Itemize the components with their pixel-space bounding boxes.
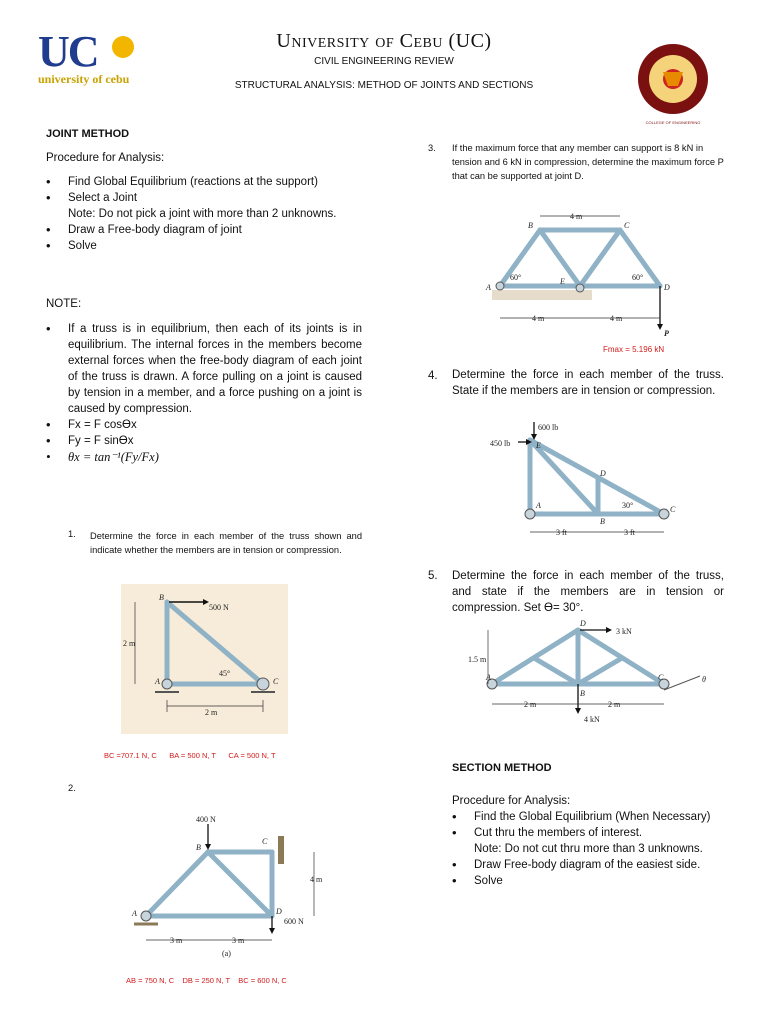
p1-text: Determine the force in each member of the truss shown and indicate whether the members are in tension or compression. <box>90 531 362 555</box>
p3-label-c: C <box>624 221 630 230</box>
college-seal <box>636 42 710 116</box>
section-procedure-label: Procedure for Analysis: <box>452 795 571 807</box>
p2-label-force-d: 600 N <box>284 917 304 926</box>
p1-label-span: 2 m <box>205 708 218 717</box>
p5-truss <box>468 620 718 730</box>
p5-label-span2: 2 m <box>608 700 621 709</box>
p5-text: Determine the force in each member of the truss, and state if the members are in tension or compression. Set ϴ= 30°. <box>452 570 724 614</box>
p2-truss <box>118 812 338 962</box>
p4-label-load-h: 450 lb <box>490 439 511 448</box>
p2-label-force-b: 400 N <box>196 815 216 824</box>
p4-number: 4. <box>428 370 438 382</box>
p4-label-e: E <box>536 441 541 450</box>
section-method-heading: SECTION METHOD <box>452 762 552 774</box>
joint-step-4: • Solve <box>46 238 362 254</box>
joint-step-2: • Select a Joint <box>46 190 362 206</box>
p1-label-b: B <box>159 593 164 602</box>
p4-label-b: B <box>600 517 605 526</box>
p2-answer: AB = 750 N, C DB = 250 N, T BC = 600 N, C <box>126 976 287 985</box>
p4-label-angle: 30° <box>622 501 634 510</box>
p3-text: If the maximum force that any member can support is 8 kN in tension and 6 kN in compression, determine the maximum force P that can be supported at joint D. <box>452 143 724 181</box>
p5-member-inner-right <box>578 658 622 684</box>
university-title: University of Cebu (UC) <box>276 30 492 52</box>
p1-label-angle: 45° <box>219 669 231 678</box>
p4-support-c <box>659 509 669 519</box>
p3-truss <box>480 206 690 346</box>
p3-load-head <box>657 324 663 330</box>
section-step-note: Note: Do not cut thru more than 3 unknowns. <box>474 843 703 855</box>
p3-label-load: P <box>664 329 669 338</box>
p1-member-bc <box>167 602 263 684</box>
p4-text: Determine the force in each member of the truss. State if the members are in tension or compression. <box>452 369 724 397</box>
p3-label-b: B <box>528 221 533 230</box>
logo-mark: UC <box>38 27 98 76</box>
p3-support-e <box>576 284 584 292</box>
p1-label-a: A <box>155 677 160 686</box>
p5-label-load-d: 3 kN <box>616 627 632 636</box>
joint-procedure-label: Procedure for Analysis: <box>46 152 165 164</box>
seal-caption: COLLEGE OF ENGINEERING <box>645 120 701 125</box>
p3-label-span1: 4 m <box>532 314 545 323</box>
section-steps-list <box>452 809 724 889</box>
note-label: NOTE: <box>46 298 82 310</box>
p1-label-height: 2 m <box>123 639 136 648</box>
review-subtitle: CIVIL ENGINEERING REVIEW <box>314 56 454 67</box>
p3-ground <box>492 290 592 300</box>
p1-truss <box>121 584 288 734</box>
p4-label-span2: 3 ft <box>624 528 635 537</box>
formula-fy: • Fy = F sinϴx <box>46 433 362 449</box>
p2-force-b-head <box>205 844 211 850</box>
logo-caption: university of cebu <box>38 72 130 86</box>
p5-label-height: 1.5 m <box>468 655 487 664</box>
p3-member-ec <box>580 230 620 286</box>
topic-title: STRUCTURAL ANALYSIS: METHOD OF JOINTS AND SECTIONS <box>234 80 534 91</box>
p5-label-span1: 2 m <box>524 700 537 709</box>
p5-member-inner-left <box>534 658 578 684</box>
p3-label-angle2: 60° <box>632 273 644 282</box>
p2-support-a <box>141 911 151 921</box>
p2-label-span2: 3 m <box>232 936 245 945</box>
section-step-3: • Draw Free-body diagram of the easiest side. <box>452 857 724 873</box>
p3-label-span2: 4 m <box>610 314 623 323</box>
p2-label-height: 4 m <box>310 875 323 884</box>
p2-label-b: B <box>196 843 201 852</box>
p2-label-span1: 3 m <box>170 936 183 945</box>
p4-truss <box>488 420 698 540</box>
p1-label-c: C <box>273 677 279 686</box>
p2-label-d: D <box>276 907 282 916</box>
p2-member-bd <box>208 852 272 916</box>
p2-force-d-head <box>269 928 275 934</box>
p1-answer: BC =707.1 N, C BA = 500 N, T CA = 500 N, T <box>104 751 276 760</box>
p3-label-top: 4 m <box>570 212 583 221</box>
p2-number: 2. <box>68 783 76 793</box>
p1-number: 1. <box>68 529 76 539</box>
p2-label-c: C <box>262 837 268 846</box>
p4-label-a: A <box>536 501 541 510</box>
p2-label-caption: (a) <box>222 949 231 958</box>
p5-label-theta: θ <box>702 675 706 684</box>
section-step-4: • Solve <box>452 873 724 889</box>
p4-support-a <box>525 509 535 519</box>
section-step-2: • Cut thru the members of interest. <box>452 825 724 841</box>
p1-support-a <box>162 679 172 689</box>
joint-method-heading: JOINT METHOD <box>46 128 130 140</box>
p3-label-d: D <box>664 283 670 292</box>
p5-label-c: C <box>658 673 664 682</box>
p3-label-e: E <box>560 277 565 286</box>
p4-label-span1: 3 ft <box>556 528 567 537</box>
p4-label-c: C <box>670 505 676 514</box>
p5-load-b-head <box>575 708 581 714</box>
joint-step-note: Note: Do not pick a joint with more than 2 unknowns. <box>68 208 337 220</box>
p3-label-angle1: 60° <box>510 273 522 282</box>
p4-label-d: D <box>600 469 606 478</box>
p2-member-ab <box>146 852 208 916</box>
p4-label-load-v: 600 lb <box>538 423 559 432</box>
p5-label-b: B <box>580 689 585 698</box>
p2-label-a: A <box>132 909 137 918</box>
p5-load-d-head <box>606 627 612 633</box>
p2-wall-c <box>278 836 284 864</box>
p5-label-load-b: 4 kN <box>584 715 600 724</box>
p3-answer: Fmax = 5.196 kN <box>603 345 665 354</box>
p3-label-a: A <box>486 283 491 292</box>
p5-label-a: A <box>486 673 491 682</box>
formula-fx: • Fx = F cosϴx <box>46 417 362 433</box>
p3-number: 3. <box>428 143 436 153</box>
joint-step-3: • Draw a Free-body diagram of joint <box>46 222 362 238</box>
p1-support-c <box>257 678 269 690</box>
section-step-1: • Find the Global Equilibrium (When Necessary) <box>452 809 724 825</box>
formula-theta: • θx = tan⁻¹(Fy/Fx) <box>46 449 362 465</box>
p1-label-force: 500 N <box>209 603 229 612</box>
p3-support-a <box>496 282 504 290</box>
p5-number: 5. <box>428 570 438 582</box>
p5-label-d: D <box>580 619 586 628</box>
joint-steps-list <box>46 174 362 254</box>
joint-step-1: • Find Global Equilibrium (reactions at the support) <box>46 174 362 190</box>
note-list <box>46 321 362 465</box>
note-text: • If a truss is in equilibrium, then each of its joints is in equilibrium. The internal forces in the members become external forces when the free-body diagram of each joint of the truss is drawn. A force pulling on a joint is caused by tension in a member, and a force pushing on a joint is caused by compression. <box>46 321 362 417</box>
